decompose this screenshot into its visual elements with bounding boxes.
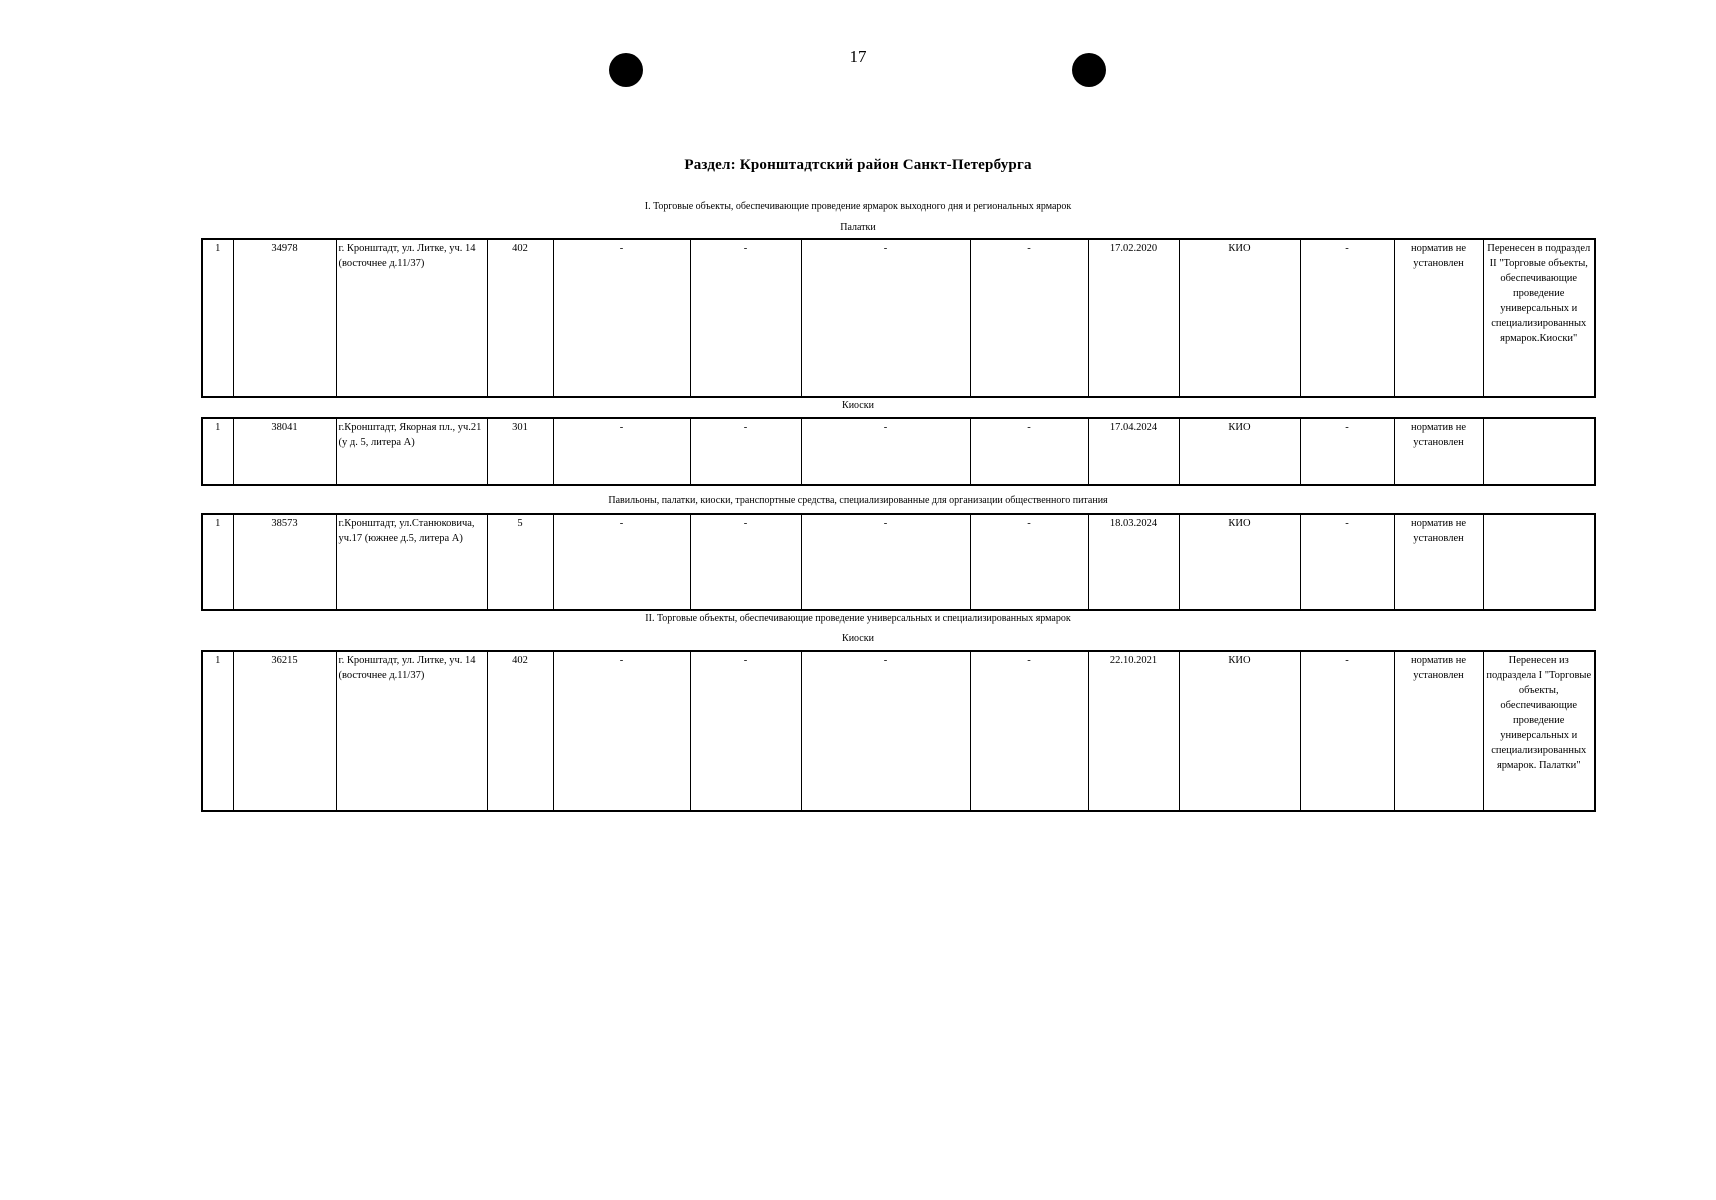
norm-cell: норматив не установлен xyxy=(1394,239,1483,397)
row-number-cell: 1 xyxy=(202,651,233,811)
empty-value-cell: - xyxy=(801,514,970,610)
organization-cell: КИО xyxy=(1179,514,1300,610)
row-number-cell: 1 xyxy=(202,239,233,397)
empty-value-cell: - xyxy=(1300,239,1394,397)
norm-cell: норматив не установлен xyxy=(1394,418,1483,485)
group-subheading: Павильоны, палатки, киоски, транспортные средства, специализированные для организации общественного питания xyxy=(608,495,1108,506)
group-subheading: Киоски xyxy=(842,400,874,411)
note-cell: Перенесен из подраздела I "Торговые объекты, обеспечивающие проведение универсальных и специализированных ярмарок. Палатки" xyxy=(1483,651,1595,811)
empty-value-cell: - xyxy=(690,514,801,610)
empty-value-cell: - xyxy=(690,418,801,485)
empty-value-cell: - xyxy=(553,514,690,610)
empty-value-cell: - xyxy=(1300,514,1394,610)
norm-cell: норматив не установлен xyxy=(1394,651,1483,811)
empty-value-cell: - xyxy=(970,651,1088,811)
register-table xyxy=(201,650,1596,812)
register-table xyxy=(201,238,1596,398)
empty-value-cell: - xyxy=(970,239,1088,397)
empty-value-cell: - xyxy=(801,239,970,397)
organization-cell: КИО xyxy=(1179,651,1300,811)
page-number: 17 xyxy=(849,47,867,66)
section-title: Раздел: Кронштадтский район Санкт-Петербурга xyxy=(684,157,1032,173)
organization-cell: КИО xyxy=(1179,239,1300,397)
group-subheading: Киоски xyxy=(842,633,874,644)
organization-cell: КИО xyxy=(1179,418,1300,485)
date-cell: 17.02.2020 xyxy=(1088,239,1179,397)
date-cell: 17.04.2024 xyxy=(1088,418,1179,485)
note-cell xyxy=(1483,514,1595,610)
empty-value-cell: - xyxy=(553,239,690,397)
object-id-cell: 34978 xyxy=(233,239,336,397)
empty-value-cell: - xyxy=(801,651,970,811)
empty-value-cell: - xyxy=(690,239,801,397)
table-row xyxy=(202,514,1595,610)
empty-value-cell: - xyxy=(553,418,690,485)
register-table xyxy=(201,513,1596,611)
group-subheading: Палатки xyxy=(840,222,876,233)
address-cell: г.Кронштадт, Якорная пл., уч.21 (у д. 5, литера А) xyxy=(336,418,487,485)
group-heading: I. Торговые объекты, обеспечивающие проведение ярмарок выходного дня и региональных ярмарок xyxy=(644,201,1072,212)
note-cell xyxy=(1483,418,1595,485)
area-cell: 5 xyxy=(487,514,553,610)
empty-value-cell: - xyxy=(970,514,1088,610)
date-cell: 22.10.2021 xyxy=(1088,651,1179,811)
register-table xyxy=(201,417,1596,486)
object-id-cell: 38573 xyxy=(233,514,336,610)
table-row xyxy=(202,651,1595,811)
object-id-cell: 38041 xyxy=(233,418,336,485)
table-row xyxy=(202,418,1595,485)
note-cell: Перенесен в подраздел II "Торговые объекты, обеспечивающие проведение универсальных и специализированных ярмарок.Киоски" xyxy=(1483,239,1595,397)
address-cell: г. Кронштадт, ул. Литке, уч. 14 (восточнее д.11/37) xyxy=(336,651,487,811)
empty-value-cell: - xyxy=(553,651,690,811)
empty-value-cell: - xyxy=(690,651,801,811)
row-number-cell: 1 xyxy=(202,514,233,610)
empty-value-cell: - xyxy=(1300,418,1394,485)
group-heading: II. Торговые объекты, обеспечивающие проведение универсальных и специализированных ярмарок xyxy=(645,613,1071,624)
empty-value-cell: - xyxy=(801,418,970,485)
object-id-cell: 36215 xyxy=(233,651,336,811)
area-cell: 402 xyxy=(487,239,553,397)
empty-value-cell: - xyxy=(970,418,1088,485)
area-cell: 301 xyxy=(487,418,553,485)
address-cell: г.Кронштадт, ул.Станюковича, уч.17 (южнее д.5, литера А) xyxy=(336,514,487,610)
date-cell: 18.03.2024 xyxy=(1088,514,1179,610)
area-cell: 402 xyxy=(487,651,553,811)
address-cell: г. Кронштадт, ул. Литке, уч. 14 (восточнее д.11/37) xyxy=(336,239,487,397)
empty-value-cell: - xyxy=(1300,651,1394,811)
norm-cell: норматив не установлен xyxy=(1394,514,1483,610)
row-number-cell: 1 xyxy=(202,418,233,485)
table-row xyxy=(202,239,1595,397)
